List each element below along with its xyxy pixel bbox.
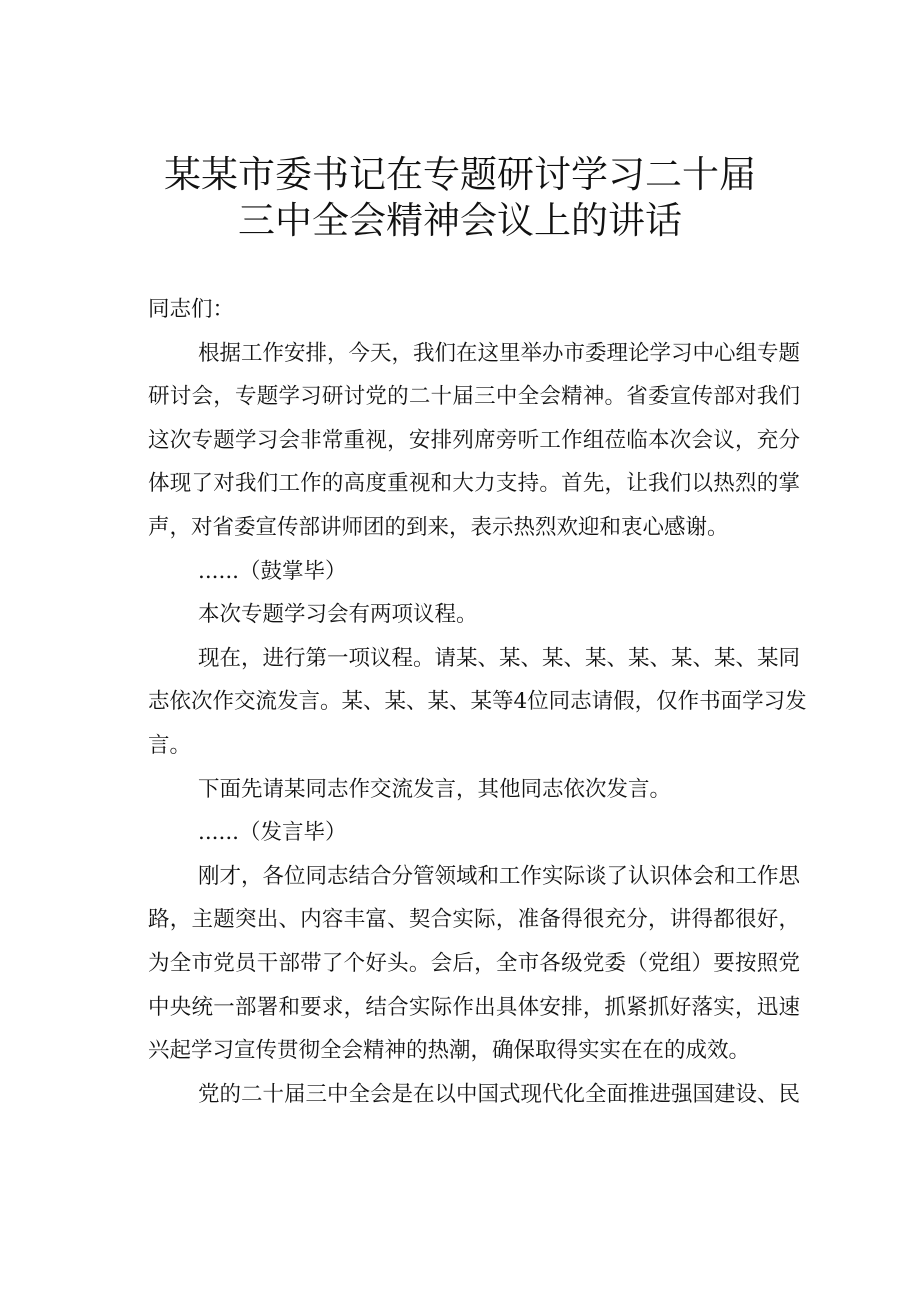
document-title-line-2: 三中全会精神会议上的讲话 [238,199,682,242]
text-line: 兴起学习宣传贯彻全会精神的热潮，确保取得实实在在的成效。 [148,1038,751,1064]
document-body [148,288,807,1116]
text-line: 路，主题突出、内容丰富、契合实际，准备得很充分，讲得都很好， [148,907,800,933]
text-line: 下面先请某同志作交流发言，其他同志依次发言。 [198,776,672,802]
text-line: ......（鼓掌毕） [198,558,347,584]
text-line: 中央统一部署和要求，结合实际作出具体安排，抓紧抓好落实，迅速 [148,994,800,1020]
text-line: 为全市党员干部带了个好头。会后，全市各级党委（党组）要按照党 [148,950,800,976]
text-line: 同志们： [148,297,235,322]
text-line: 言。 [148,732,192,758]
text-line: ......（发言毕） [198,820,347,846]
text-line: 志依次作交流发言。某、某、某、某等4位同志请假，仅作书面学习发 [148,689,807,715]
text-line: 研讨会，专题学习研讨党的二十届三中全会精神。省委宣传部对我们 [148,384,800,410]
document-title-line-1: 某某市委书记在专题研讨学习二十届 [164,153,756,196]
text-line: 体现了对我们工作的高度重视和大力支持。首先，让我们以热烈的掌 [148,471,800,497]
text-line: 根据工作安排，今天，我们在这里举办市委理论学习中心组专题 [198,340,801,366]
text-line: 声，对省委宣传部讲师团的到来，表示热烈欢迎和衷心感谢。 [148,514,729,540]
text-line: 刚才，各位同志结合分管领域和工作实际谈了认识体会和工作思 [198,863,801,889]
text-line: 本次专题学习会有两项议程。 [198,602,478,628]
text-line: 党的二十届三中全会是在以中国式现代化全面推进强国建设、民 [198,1081,801,1107]
text-line: 现在，进行第一项议程。请某、某、某、某、某、某、某、某同 [198,645,801,671]
text-line: 这次专题学习会非常重视，安排列席旁听工作组莅临本次会议，充分 [148,427,800,453]
